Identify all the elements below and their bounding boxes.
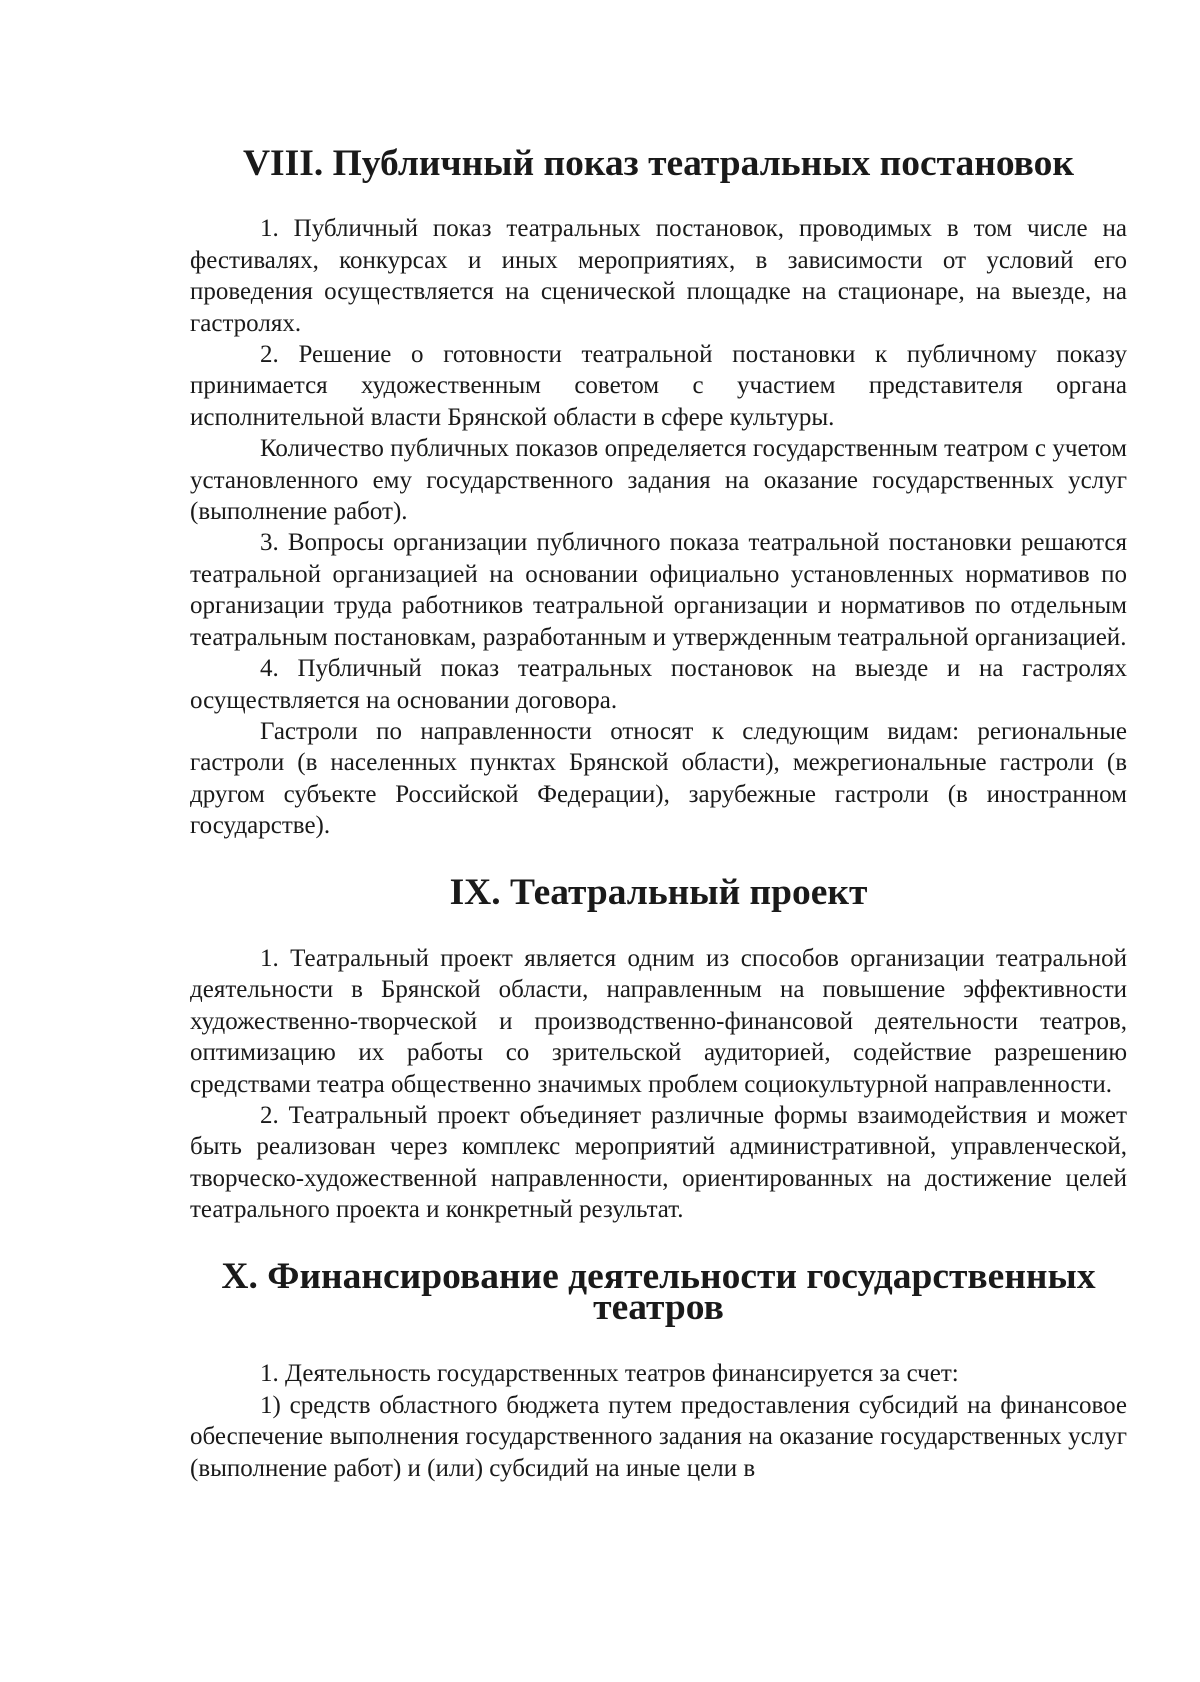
paragraph: 1. Театральный проект является одним из способов организации театральной деятельности в Брянской области, направленным на повышение эффективности художественно-творческой и производственно-финансовой деятельности театров, оптимизацию их работы со зрительской аудиторией, содействие разрешению средствами театра общественно значимых проблем социокультурной направленности. — [190, 944, 1127, 1098]
document-page — [190, 143, 1127, 1484]
paragraph: Гастроли по направленности относят к следующим видам: региональные гастроли (в населенных пунктах Брянской области), межрегиональные гастроли (в другом субъекте Российской Федерации), зарубежные гастроли (в иностранном государстве). — [190, 717, 1127, 840]
paragraph: 2. Решение о готовности театральной постановки к публичному показу принимается художественным советом с участием представителя органа исполнительной власти Брянской области в сфере культуры. — [190, 341, 1127, 431]
paragraph: 4. Публичный показ театральных постановок на выезде и на гастролях осуществляется на основании договора. — [190, 655, 1127, 714]
paragraph: Количество публичных показов определяется государственным театром с учетом установленного ему государственного задания на оказание государственных услуг (выполнение работ). — [190, 435, 1127, 526]
section-heading-viii: VIII. Публичный показ театральных постановок — [242, 143, 1075, 184]
paragraph: 1) средств областного бюджета путем предоставления субсидий на финансовое обеспечение выполнения государственного задания на оказание государственных услуг (выполнение работ) и (или) субсидий на иные цели в — [190, 1391, 1127, 1482]
paragraph: 2. Театральный проект объединяет различные формы взаимодействия и может быть реализован через комплекс мероприятий административной, управленческой, творческо-художественной направленности, ориентированных на достижение целей театрального проекта и конкретный результат. — [190, 1101, 1127, 1224]
paragraph: 1. Деятельность государственных театров финансируется за счет: — [260, 1360, 959, 1388]
paragraph: 1. Публичный показ театральных постановок, проводимых в том числе на фестивалях, конкурсах и иных мероприятиях, в зависимости от условий его проведения осуществляется на сценической площадке на стационаре, на выезде, на гастролях. — [190, 215, 1127, 337]
section-heading-x: X. Финансирование деятельности государственных театров — [221, 1255, 1096, 1328]
paragraph: 3. Вопросы организации публичного показа театральной постановки решаются театральной организацией на основании официально установленных нормативов по организации труда работников театральной организации и нормативов по отдельным театральным постановкам, разработанным и утвержденным театральной организацией. — [190, 529, 1127, 651]
section-heading-ix: IX. Театральный проект — [449, 871, 868, 913]
